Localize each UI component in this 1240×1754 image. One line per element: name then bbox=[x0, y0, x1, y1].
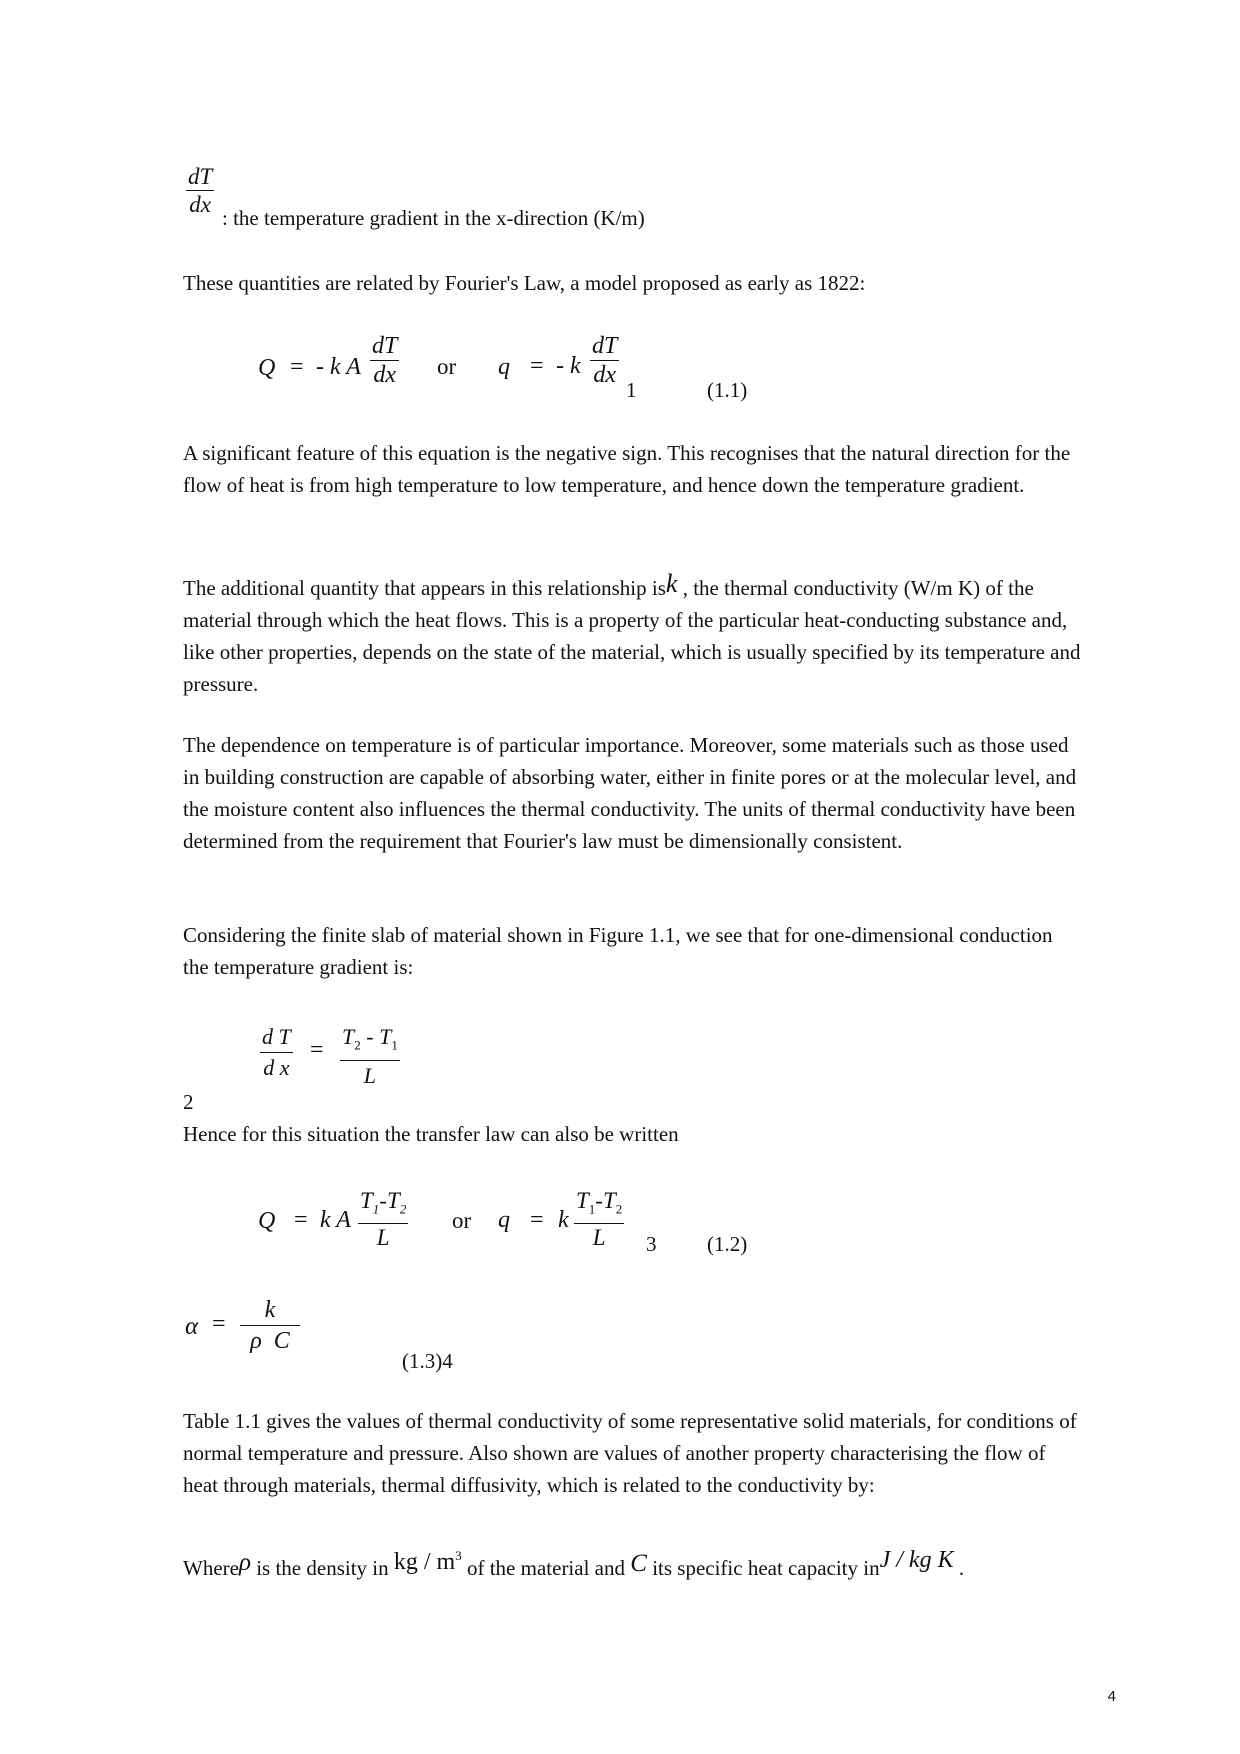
eq3-fraction bbox=[358, 1187, 408, 1251]
eq2-lhs-den: d x bbox=[263, 1055, 290, 1080]
dtdx-fraction bbox=[186, 163, 214, 218]
eq2-lhs-num: d T bbox=[262, 1024, 291, 1049]
eq1-label: (1.1) bbox=[707, 378, 748, 402]
eq4-label: (1.3)4 bbox=[402, 1349, 453, 1373]
para-slab: Considering the finite slab of material shown in Figure 1.1, we see that for one-dimensional conduction the temperature gradient is: bbox=[183, 923, 1053, 979]
k-symbol: k bbox=[665, 569, 678, 598]
eq3-frac2-den: L bbox=[592, 1224, 606, 1250]
dtdx-numerator: dT bbox=[188, 164, 213, 189]
eq2-minus: - bbox=[366, 1024, 374, 1049]
eq2-lhs-fraction bbox=[260, 1022, 293, 1083]
eq1-fraction bbox=[370, 332, 399, 389]
eq2-equals: = bbox=[310, 1037, 324, 1063]
eq1-equals: = bbox=[290, 354, 304, 380]
eq4-equals: = bbox=[212, 1311, 226, 1337]
eq1-marker: 1 bbox=[626, 378, 637, 402]
eq2-rhs-den: L bbox=[363, 1063, 377, 1089]
eq1-minus-k: - k bbox=[556, 353, 581, 379]
eq3-f2-T1: T bbox=[576, 1188, 589, 1213]
eq2-rhs-fraction bbox=[340, 1022, 400, 1091]
density-unit-base: kg / m bbox=[393, 1549, 456, 1575]
eq1-minus-kA: - k A bbox=[316, 354, 361, 380]
para-fourier: These quantities are related by Fourier's Law, a model proposed as early as 1822: bbox=[183, 271, 866, 295]
where-w5: . bbox=[953, 1556, 965, 1580]
eq2-T1-sub: 1 bbox=[391, 1037, 398, 1053]
eq1-Q: Q bbox=[258, 355, 276, 381]
eq3-k: k bbox=[558, 1207, 569, 1233]
eq1-frac2-den: dx bbox=[593, 362, 616, 388]
eq3-f2-T2: T bbox=[602, 1188, 616, 1213]
eq4-alpha: α bbox=[185, 1313, 199, 1340]
eq4-C: C bbox=[273, 1328, 290, 1354]
eq1-fraction-2 bbox=[590, 332, 619, 389]
eq2-marker: 2 bbox=[183, 1090, 194, 1114]
eq3-minus: - bbox=[379, 1188, 387, 1213]
eq3-frac2-num bbox=[574, 1187, 624, 1223]
eq3-or: or bbox=[452, 1208, 472, 1233]
eq3-T2: T bbox=[386, 1188, 400, 1213]
eq1-equals-2: = bbox=[530, 353, 544, 379]
eq3-fraction-2 bbox=[574, 1187, 624, 1251]
eq4-fraction bbox=[240, 1295, 300, 1356]
eq2-T2: T bbox=[342, 1024, 355, 1049]
eq3-f2-T2-sub: 2 bbox=[615, 1201, 623, 1217]
eq3-f2-T1-sub: 1 bbox=[588, 1201, 596, 1217]
para-k-after: , the thermal conductivity (W/m K) of the material through which the heat flows. This is a property of the particular heat-conducting substance and, like other properties, depends on the state of the material, which is usually specified by its temperature and pressure. bbox=[183, 576, 1081, 696]
page-number: 4 bbox=[1107, 1688, 1116, 1705]
eq4-den bbox=[240, 1326, 300, 1356]
eq1-frac2-num: dT bbox=[592, 333, 618, 359]
eq3-frac-num bbox=[358, 1187, 408, 1223]
eq3-T2-sub: 2 bbox=[399, 1201, 407, 1217]
para-negative-sign: A significant feature of this equation is the negative sign. This recognises that the natural direction for the flow of heat is from high temperature to low temperature, and hence down the temperature gradient. bbox=[183, 441, 1071, 497]
eq3-equals: = bbox=[294, 1207, 308, 1233]
heat-capacity-unit: J / kg K bbox=[879, 1547, 954, 1573]
eq3-T1-sub: 1 bbox=[372, 1201, 380, 1217]
dtdx-denominator: dx bbox=[189, 192, 211, 217]
eq3-frac-den: L bbox=[376, 1224, 390, 1250]
density-unit-exp: 3 bbox=[455, 1548, 462, 1563]
where-w2: is the density in bbox=[250, 1556, 394, 1580]
eq3-kA: k A bbox=[320, 1207, 351, 1233]
eq3-f2-minus: - bbox=[595, 1188, 603, 1213]
eq3-equals-2: = bbox=[530, 1207, 544, 1233]
c-symbol: C bbox=[630, 1550, 647, 1577]
rho-symbol: ρ bbox=[238, 1549, 251, 1576]
eq3-T1: T bbox=[360, 1188, 373, 1213]
eq4-num: k bbox=[264, 1297, 276, 1323]
para-where bbox=[183, 1540, 964, 1584]
eq2-rhs-num bbox=[340, 1022, 400, 1060]
para-table: Table 1.1 gives the values of thermal conductivity of some representative solid materials, for conditions of normal temperature and pressure. Also shown are values of another property characterising the flow of heat through materials, thermal diffusivity, which is related to the conductivity by: bbox=[183, 1409, 1077, 1497]
eq2-T2-sub: 2 bbox=[354, 1037, 361, 1053]
eq1-frac-num: dT bbox=[372, 333, 398, 359]
eq1-q: q bbox=[498, 354, 510, 380]
dtdx-definition-text: : the temperature gradient in the x-direction (K/m) bbox=[222, 206, 645, 230]
para-hence: Hence for this situation the transfer law can also be written bbox=[183, 1122, 679, 1146]
eq1-frac-den: dx bbox=[373, 362, 396, 388]
where-w1: Where bbox=[183, 1556, 239, 1580]
eq3-Q: Q bbox=[258, 1208, 276, 1234]
where-w4: its specific heat capacity in bbox=[646, 1556, 880, 1580]
para-dependence: The dependence on temperature is of particular importance. Moreover, some materials such as those used in building construction are capable of absorbing water, either in finite pores or at the molecular level, and the moisture content also influences the thermal conductivity. The units of thermal conductivity have been determined from the requirement that Fourier's law must be dimensionally consistent. bbox=[183, 733, 1077, 853]
density-unit bbox=[394, 1549, 462, 1575]
eq2-T1: T bbox=[379, 1024, 392, 1049]
eq4-rho: ρ bbox=[250, 1328, 262, 1354]
where-w3: of the material and bbox=[461, 1556, 631, 1580]
eq3-q: q bbox=[498, 1207, 510, 1233]
eq3-marker: 3 bbox=[646, 1232, 657, 1256]
para-k-before: The additional quantity that appears in this relationship is bbox=[183, 576, 666, 600]
eq3-label: (1.2) bbox=[707, 1232, 748, 1256]
para-thermal-conductivity bbox=[183, 568, 1083, 700]
eq1-or: or bbox=[437, 354, 457, 379]
